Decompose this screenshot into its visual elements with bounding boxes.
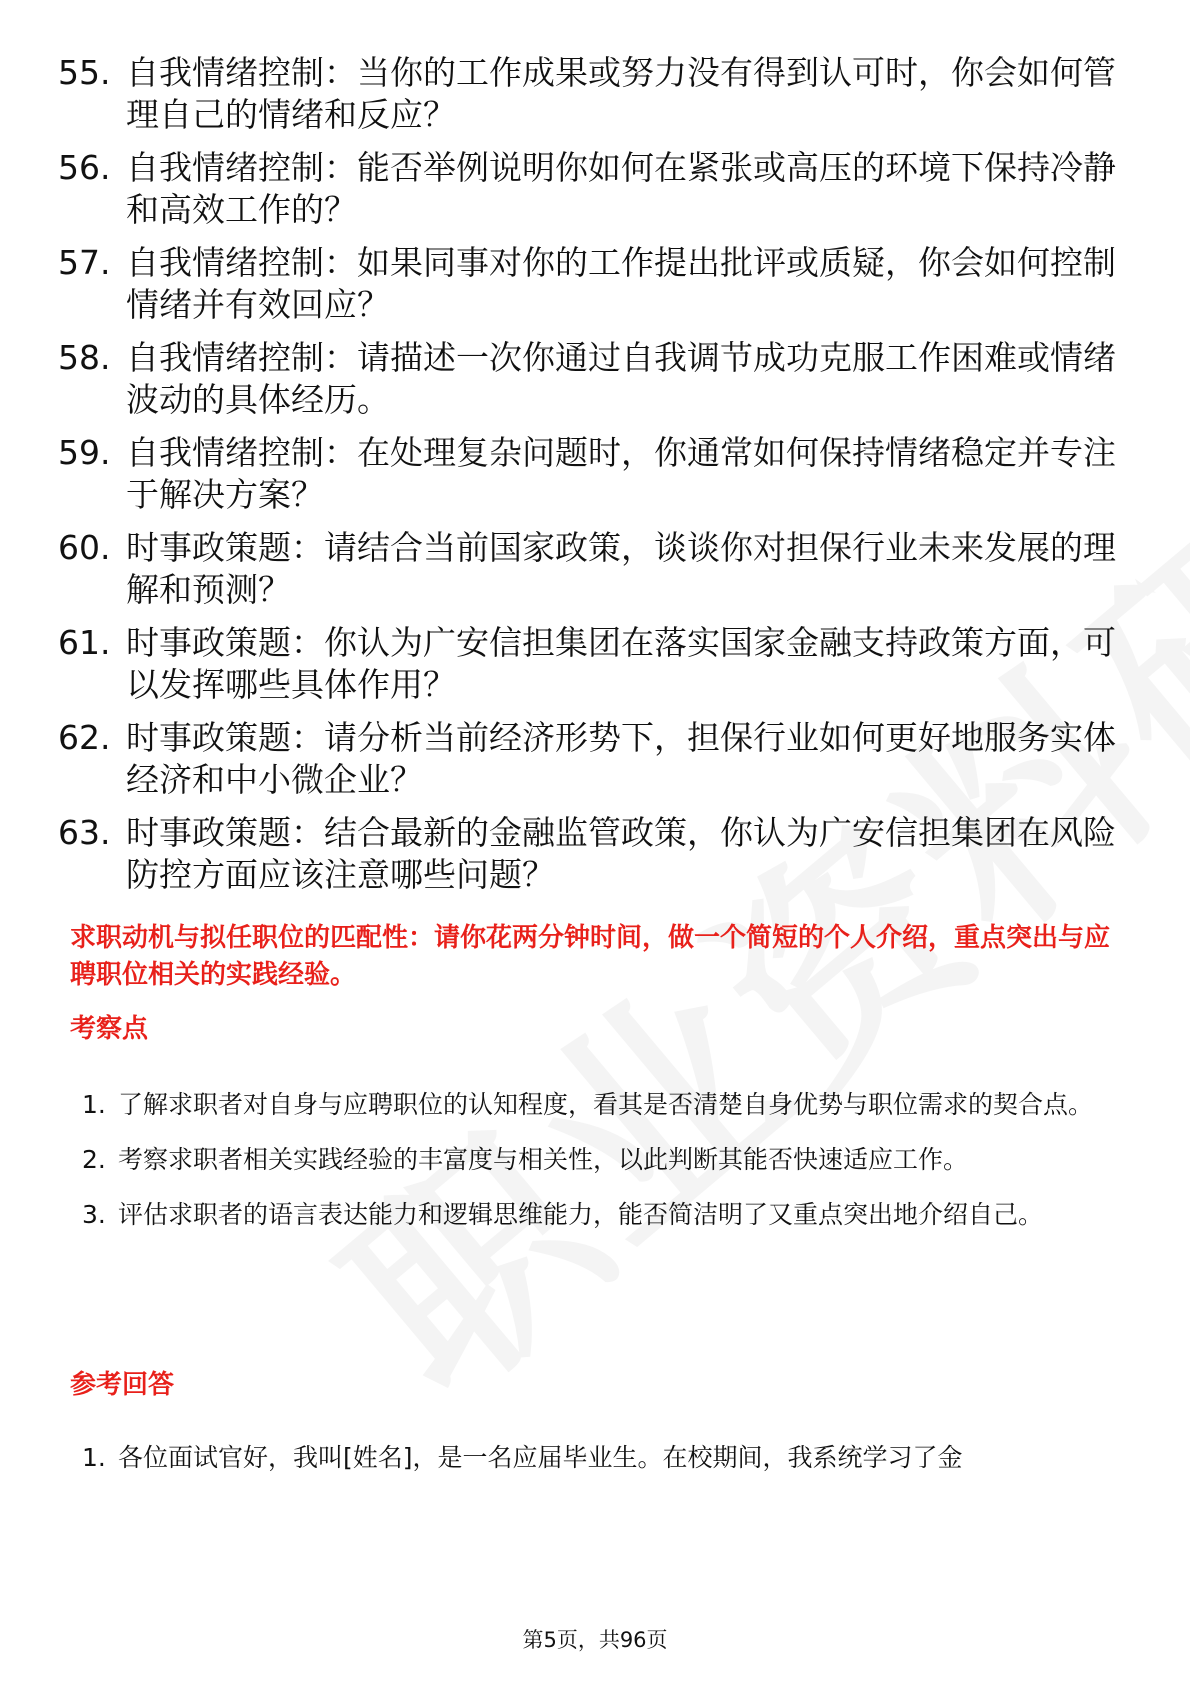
question-number: 56. [58, 148, 111, 187]
question-number: 60. [58, 528, 111, 567]
point-text: 了解求职者对自身与应聘职位的认知程度，看其是否清楚自身优势与职位需求的契合点。 [118, 1090, 1094, 1119]
list-item [58, 432, 1118, 516]
question-number: 63. [58, 813, 111, 852]
list-item [82, 1187, 1112, 1242]
question-text: 自我情绪控制：如果同事对你的工作提出批评或质疑，你会如何控制情绪并有效回应？ [126, 243, 1116, 324]
question-number: 61. [58, 623, 111, 662]
point-text: 评估求职者的语言表达能力和逻辑思维能力，能否简洁明了又重点突出地介绍自己。 [118, 1200, 1044, 1229]
question-list [58, 52, 1118, 907]
list-item [58, 717, 1118, 801]
list-item [58, 812, 1118, 896]
inspection-list [82, 1077, 1112, 1242]
point-number: 2. [82, 1145, 106, 1174]
reference-title: 参考回答 [70, 1370, 175, 1400]
list-item [58, 52, 1118, 136]
question-number: 62. [58, 718, 111, 757]
list-item [82, 1132, 1112, 1187]
question-number: 59. [58, 433, 111, 472]
question-number: 55. [58, 53, 111, 92]
answer-number: 1. [82, 1443, 106, 1472]
list-item [58, 147, 1118, 231]
question-number: 58. [58, 338, 111, 377]
question-text: 自我情绪控制：能否举例说明你如何在紧张或高压的环境下保持冷静和高效工作的？ [126, 148, 1116, 229]
question-text: 时事政策题：请结合当前国家政策，谈谈你对担保行业未来发展的理解和预测？ [126, 528, 1116, 609]
list-item [82, 1077, 1112, 1132]
point-number: 1. [82, 1090, 106, 1119]
list-item [82, 1430, 1112, 1485]
reference-list [82, 1430, 1112, 1485]
point-number: 3. [82, 1200, 106, 1229]
list-item [58, 622, 1118, 706]
inspection-title: 考察点 [70, 1014, 149, 1044]
question-text: 时事政策题：你认为广安信担集团在落实国家金融支持政策方面，可以发挥哪些具体作用？ [126, 623, 1116, 704]
question-text: 时事政策题：结合最新的金融监管政策，你认为广安信担集团在风险防控方面应该注意哪些问题？ [126, 813, 1116, 894]
answer-text: 各位面试官好，我叫[姓名]，是一名应届毕业生。在校期间，我系统学习了金 [118, 1443, 963, 1472]
page-footer: 第5页，共96页 [522, 1628, 668, 1652]
point-text: 考察求职者相关实践经验的丰富度与相关性，以此判断其能否快速适应工作。 [118, 1145, 969, 1174]
question-text: 自我情绪控制：请描述一次你通过自我调节成功克服工作困难或情绪波动的具体经历。 [126, 338, 1116, 419]
list-item [58, 527, 1118, 611]
list-item [58, 337, 1118, 421]
question-text: 自我情绪控制：在处理复杂问题时，你通常如何保持情绪稳定并专注于解决方案？ [126, 433, 1116, 514]
highlight-question: 求职动机与拟任职位的匹配性：请你花两分钟时间，做一个简短的个人介绍，重点突出与应聘职位相关的实践经验。 [70, 923, 1111, 990]
question-text: 自我情绪控制：当你的工作成果或努力没有得到认可时，你会如何管理自己的情绪和反应？ [126, 53, 1116, 134]
question-text: 时事政策题：请分析当前经济形势下，担保行业如何更好地服务实体经济和中小微企业？ [126, 718, 1116, 799]
question-number: 57. [58, 243, 111, 282]
list-item [58, 242, 1118, 326]
